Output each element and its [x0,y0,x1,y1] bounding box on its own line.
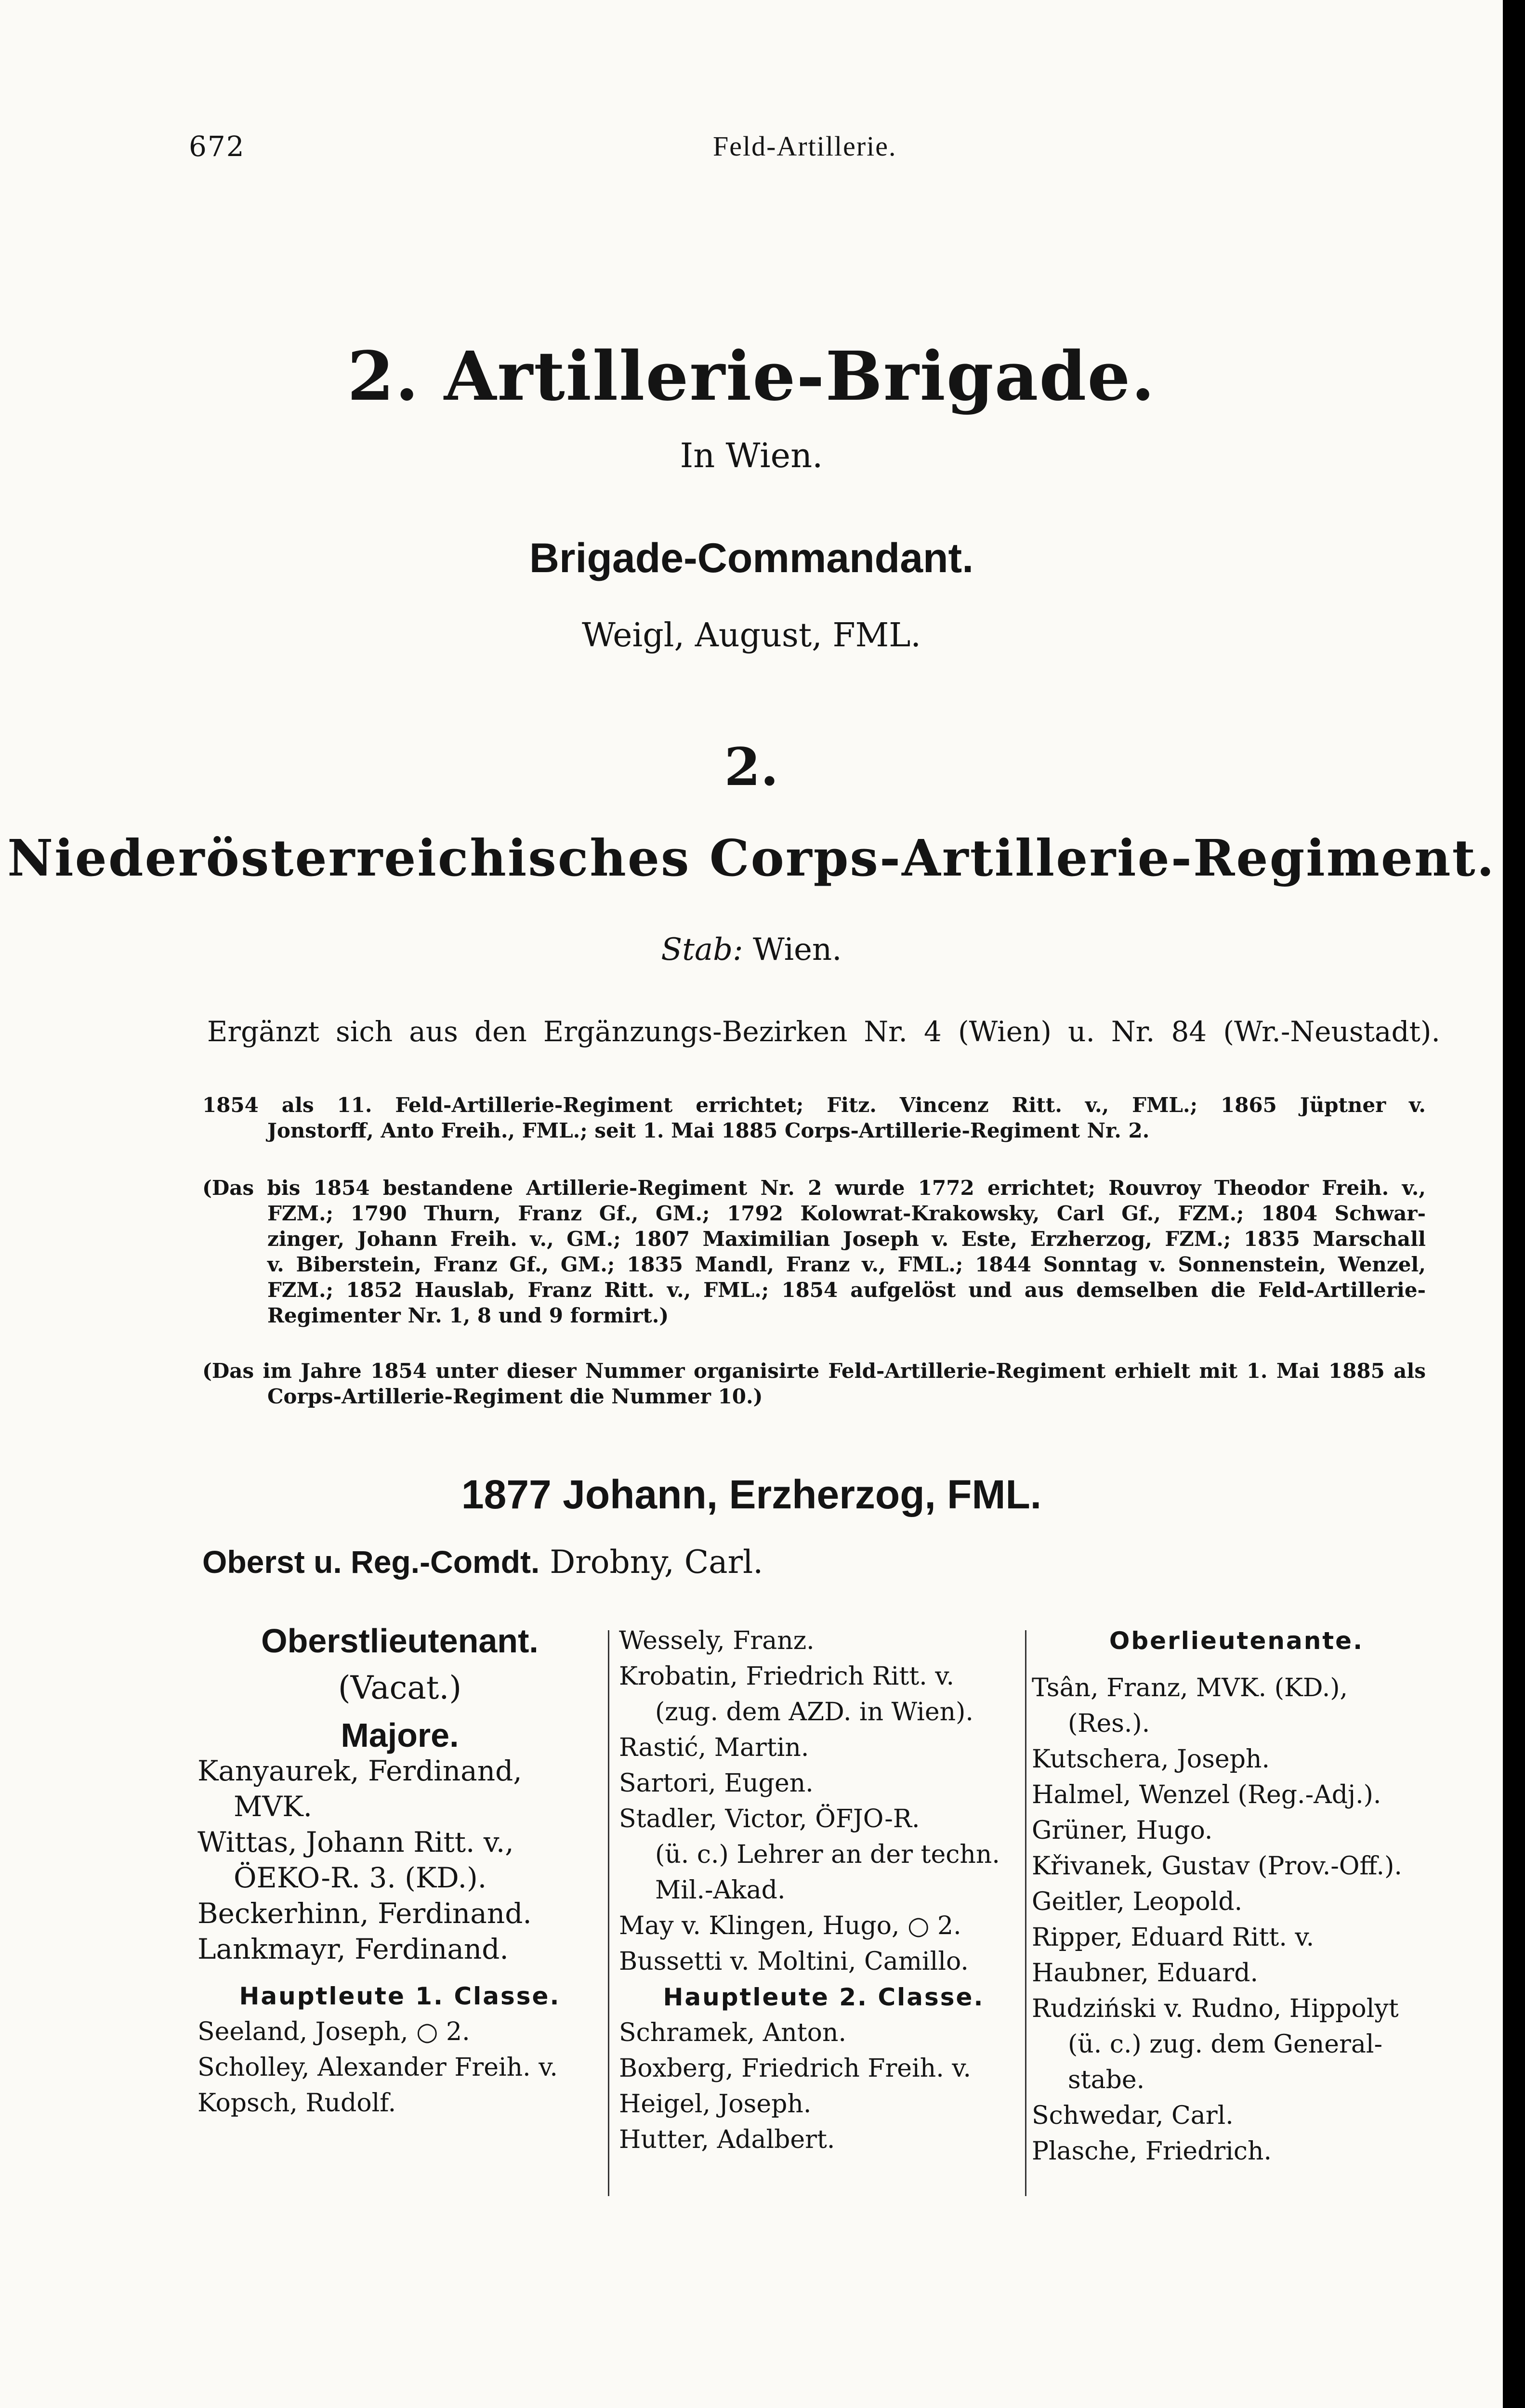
colonel-name: Drobny, Carl. [550,1544,763,1581]
list-item: Kanyaurek, Ferdinand, [197,1754,522,1787]
roster-column-1 [197,1623,602,2121]
note-line: Regimenter Nr. 1, 8 und 9 formirt.) [267,1304,669,1327]
list-item: Sartori, Eugen. [619,1769,814,1798]
history-note-3 [202,1358,1426,1409]
note-line: 1854 als 11. Feld-Artillerie-Regiment errichtet; Fitz. Vincenz Ritt. v., FML.; 1865 Jüptner v. [202,1093,1426,1117]
note-line: v. Biberstein, Franz Gf., GM.; 1835 Mandl, Franz v., FML.; 1844 Sonntag v. Sonnenstein, Wenzel, [267,1253,1426,1276]
list-item: ÖEKO-R. 3. (KD.). [234,1861,487,1894]
note-line: Corps-Artillerie-Regiment die Nummer 10.) [267,1385,763,1408]
commander-name: Weigl, August, FML. [581,616,921,654]
page-number: 672 [189,130,245,163]
note-line: FZM.; 1852 Hauslab, Franz Ritt. v., FML.; 1854 aufgelöst und aus demselben die Feld-Artillerie- [267,1278,1426,1302]
colonel-line [202,1544,763,1581]
history-note-1 [202,1092,1426,1143]
list-item: Schramek, Anton. [619,2018,847,2047]
list-item: Wittas, Johann Ritt. v., [197,1826,514,1858]
list-item: Plasche, Friedrich. [1032,2137,1272,2166]
list-item: Geitler, Leopold. [1032,1887,1243,1916]
list-item: Schwedar, Carl. [1032,2101,1234,2130]
list-item: Halmel, Wenzel (Reg.-Adj.). [1032,1780,1381,1809]
majore-heading: Majore. [341,1716,459,1754]
erganzung-line: Ergänzt sich aus den Ergänzungs-Bezirken Nr. 4 (Wien) u. Nr. 84 (Wr.-Neustadt). [207,1015,1440,1048]
brigade-location: In Wien. [680,436,823,475]
note-line: FZM.; 1790 Thurn, Franz Gf., GM.; 1792 Kolowrat-Krakowsky, Carl Gf., FZM.; 1804 Schwar- [267,1202,1426,1225]
list-item: Bussetti v. Moltini, Camillo. [619,1947,969,1976]
list-item: Scholley, Alexander Freih. v. [197,2053,558,2082]
brigade-title: 2. Artillerie-Brigade. [347,337,1156,416]
list-item: Ripper, Eduard Ritt. v. [1032,1923,1315,1952]
regiment-number: 2. [724,737,779,798]
list-item: (ü. c.) Lehrer an der techn. [655,1840,1000,1869]
oberstlieutenant-heading: Oberstlieutenant. [261,1622,539,1660]
regiment-chief: 1877 Johann, Erzherzog, FML. [461,1472,1042,1517]
hauptleute-1-heading: Hauptleute 1. Classe. [239,1982,561,2010]
note-line: Jonstorff, Anto Freih., FML.; seit 1. Mai 1885 Corps-Artillerie-Regiment Nr. 2. [267,1119,1150,1142]
list-item: Heigel, Joseph. [619,2090,812,2119]
list-item: MVK. [234,1790,313,1823]
list-item: (Res.). [1068,1709,1150,1738]
list-item: Seeland, Joseph, ○ 2. [197,2017,470,2046]
list-item: stabe. [1068,2066,1145,2094]
note-line: (Das im Jahre 1854 unter dieser Nummer organisirte Feld-Artillerie-Regiment erhielt mit 1. Mai 1885 als [202,1359,1426,1383]
note-line: (Das bis 1854 bestandene Artillerie-Regiment Nr. 2 wurde 1772 errichtet; Rouvroy Theodor Freih. v., [202,1176,1426,1200]
oberstlieutenant-vacat: (Vacat.) [338,1669,462,1706]
stab-line [0,932,1503,968]
regiment-title: Niederösterreichisches Corps-Artillerie-Regiment. [7,828,1496,888]
list-item: (zug. dem AZD. in Wien). [655,1698,973,1727]
list-item: Wessely, Franz. [619,1626,815,1655]
list-item: Boxberg, Friedrich Freih. v. [619,2054,971,2083]
list-item: Krobatin, Friedrich Ritt. v. [619,1662,955,1691]
list-item: Rastić, Martin. [619,1733,809,1762]
stab-value: Wien. [753,932,842,968]
list-item: Stadler, Victor, ÖFJO-R. [619,1805,920,1833]
list-item: (ü. c.) zug. dem General- [1068,2030,1383,2059]
list-item: May v. Klingen, Hugo, ○ 2. [619,1911,961,1940]
list-item: Grüner, Hugo. [1032,1816,1213,1845]
roster-column-3 [1032,1623,1441,2169]
list-item: Mil.-Akad. [655,1876,786,1905]
oberlieutenante-heading: Oberlieutenante. [1109,1627,1364,1655]
list-item: Beckerhinn, Ferdinand. [197,1897,532,1930]
list-item: Rudziński v. Rudno, Hippolyt [1032,1994,1399,2023]
list-item: Kopsch, Rudolf. [197,2089,396,2118]
list-item: Tsân, Franz, MVK. (KD.), [1032,1674,1348,1702]
roster-column-2 [619,1623,1028,2158]
list-item: Křivanek, Gustav (Prov.-Off.). [1032,1852,1402,1881]
stab-label: Stab: [661,932,743,968]
history-note-2 [202,1175,1426,1328]
colonel-rank: Oberst u. Reg.-Comdt. [202,1544,540,1580]
commander-heading: Brigade-Commandant. [529,535,974,581]
list-item: Kutschera, Joseph. [1032,1745,1270,1774]
running-title: Feld-Artillerie. [713,131,897,162]
list-item: Haubner, Eduard. [1032,1959,1259,1988]
list-item: Lankmayr, Ferdinand. [197,1933,509,1965]
hauptleute-2-heading: Hauptleute 2. Classe. [663,1983,985,2011]
list-item: Hutter, Adalbert. [619,2125,835,2154]
column-divider [608,1630,609,2196]
note-line: zinger, Johann Freih. v., GM.; 1807 Maximilian Joseph v. Este, Erzherzog, FZM.; 1835 Marschall [267,1227,1426,1251]
